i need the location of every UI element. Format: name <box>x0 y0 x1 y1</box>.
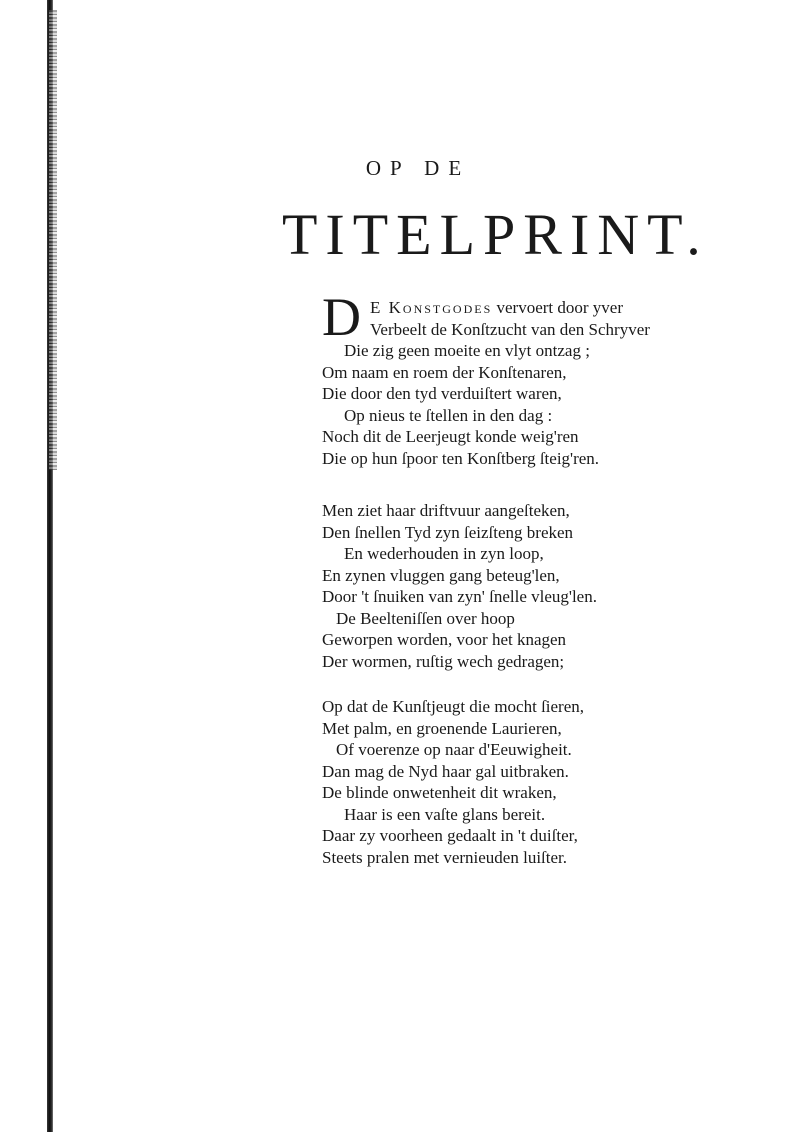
verse-line-rest: vervoert door yver <box>492 298 624 317</box>
stanza-2 <box>322 500 597 672</box>
verse-line: De blinde onwetenheit dit wraken, <box>322 783 557 802</box>
binding-edge-texture <box>49 10 57 470</box>
verse-line: Der wormen, ruſtig wech gedragen; <box>322 651 565 671</box>
verse-line: Om naam en roem der Konſtenaren, <box>322 362 567 382</box>
verse-line: Op dat de Kunſtjeugt die mocht ſieren, <box>322 697 585 716</box>
stanza-3 <box>322 696 584 868</box>
verse-line: Dan mag de Nyd haar gal uitbraken. <box>322 761 569 781</box>
verse-line: Geworpen worden, voor het knagen <box>322 630 567 649</box>
stanza-1 <box>322 287 650 469</box>
verse-line: Noch dit de Leerjeugt konde weig'ren <box>322 427 579 446</box>
verse-line: Of voerenze op naar d'Eeuwigheit. <box>336 740 572 759</box>
verse-line: Den ſnellen Tyd zyn ſeizſteng breken <box>322 522 574 542</box>
verse-line: Daar zy voorheen gedaalt in 't duiſter, <box>322 826 578 845</box>
verse-line: En zynen vluggen gang beteug'len, <box>322 565 560 585</box>
verse-line: De Beelteniſſen over hoop <box>336 608 515 628</box>
verse-line: Die door den tyd verduiſtert waren, <box>322 384 562 403</box>
verse-line: Door 't ſnuiken van zyn' ſnelle vleug'len. <box>322 587 597 606</box>
verse-line: Die op hun ſpoor ten Konſtberg ſteig'ren. <box>322 448 600 468</box>
drop-cap: D <box>322 287 361 347</box>
verse-line: Steets pralen met vernieuden luiſter. <box>322 847 568 867</box>
verse-line: En wederhouden in zyn loop, <box>344 544 544 563</box>
verse-line: Op nieus te ſtellen in den dag : <box>344 405 553 425</box>
verse-line-caps: E Konstgodes <box>370 298 493 317</box>
verse-line: Haar is een vaſte glans bereit. <box>344 804 546 824</box>
verse-line: Men ziet haar driftvuur aangeſteken, <box>322 501 570 520</box>
verse-line: Verbeelt de Konſtzucht van den Schryver <box>370 319 650 339</box>
verse-line <box>322 297 650 319</box>
verse-line: Die zig geen moeite en vlyt ontzag ; <box>344 341 590 360</box>
page-title: TITELPRINT. <box>282 202 709 267</box>
verse-line: Met palm, en groenende Laurieren, <box>322 718 562 738</box>
heading-op-de: OP DE <box>365 156 471 180</box>
